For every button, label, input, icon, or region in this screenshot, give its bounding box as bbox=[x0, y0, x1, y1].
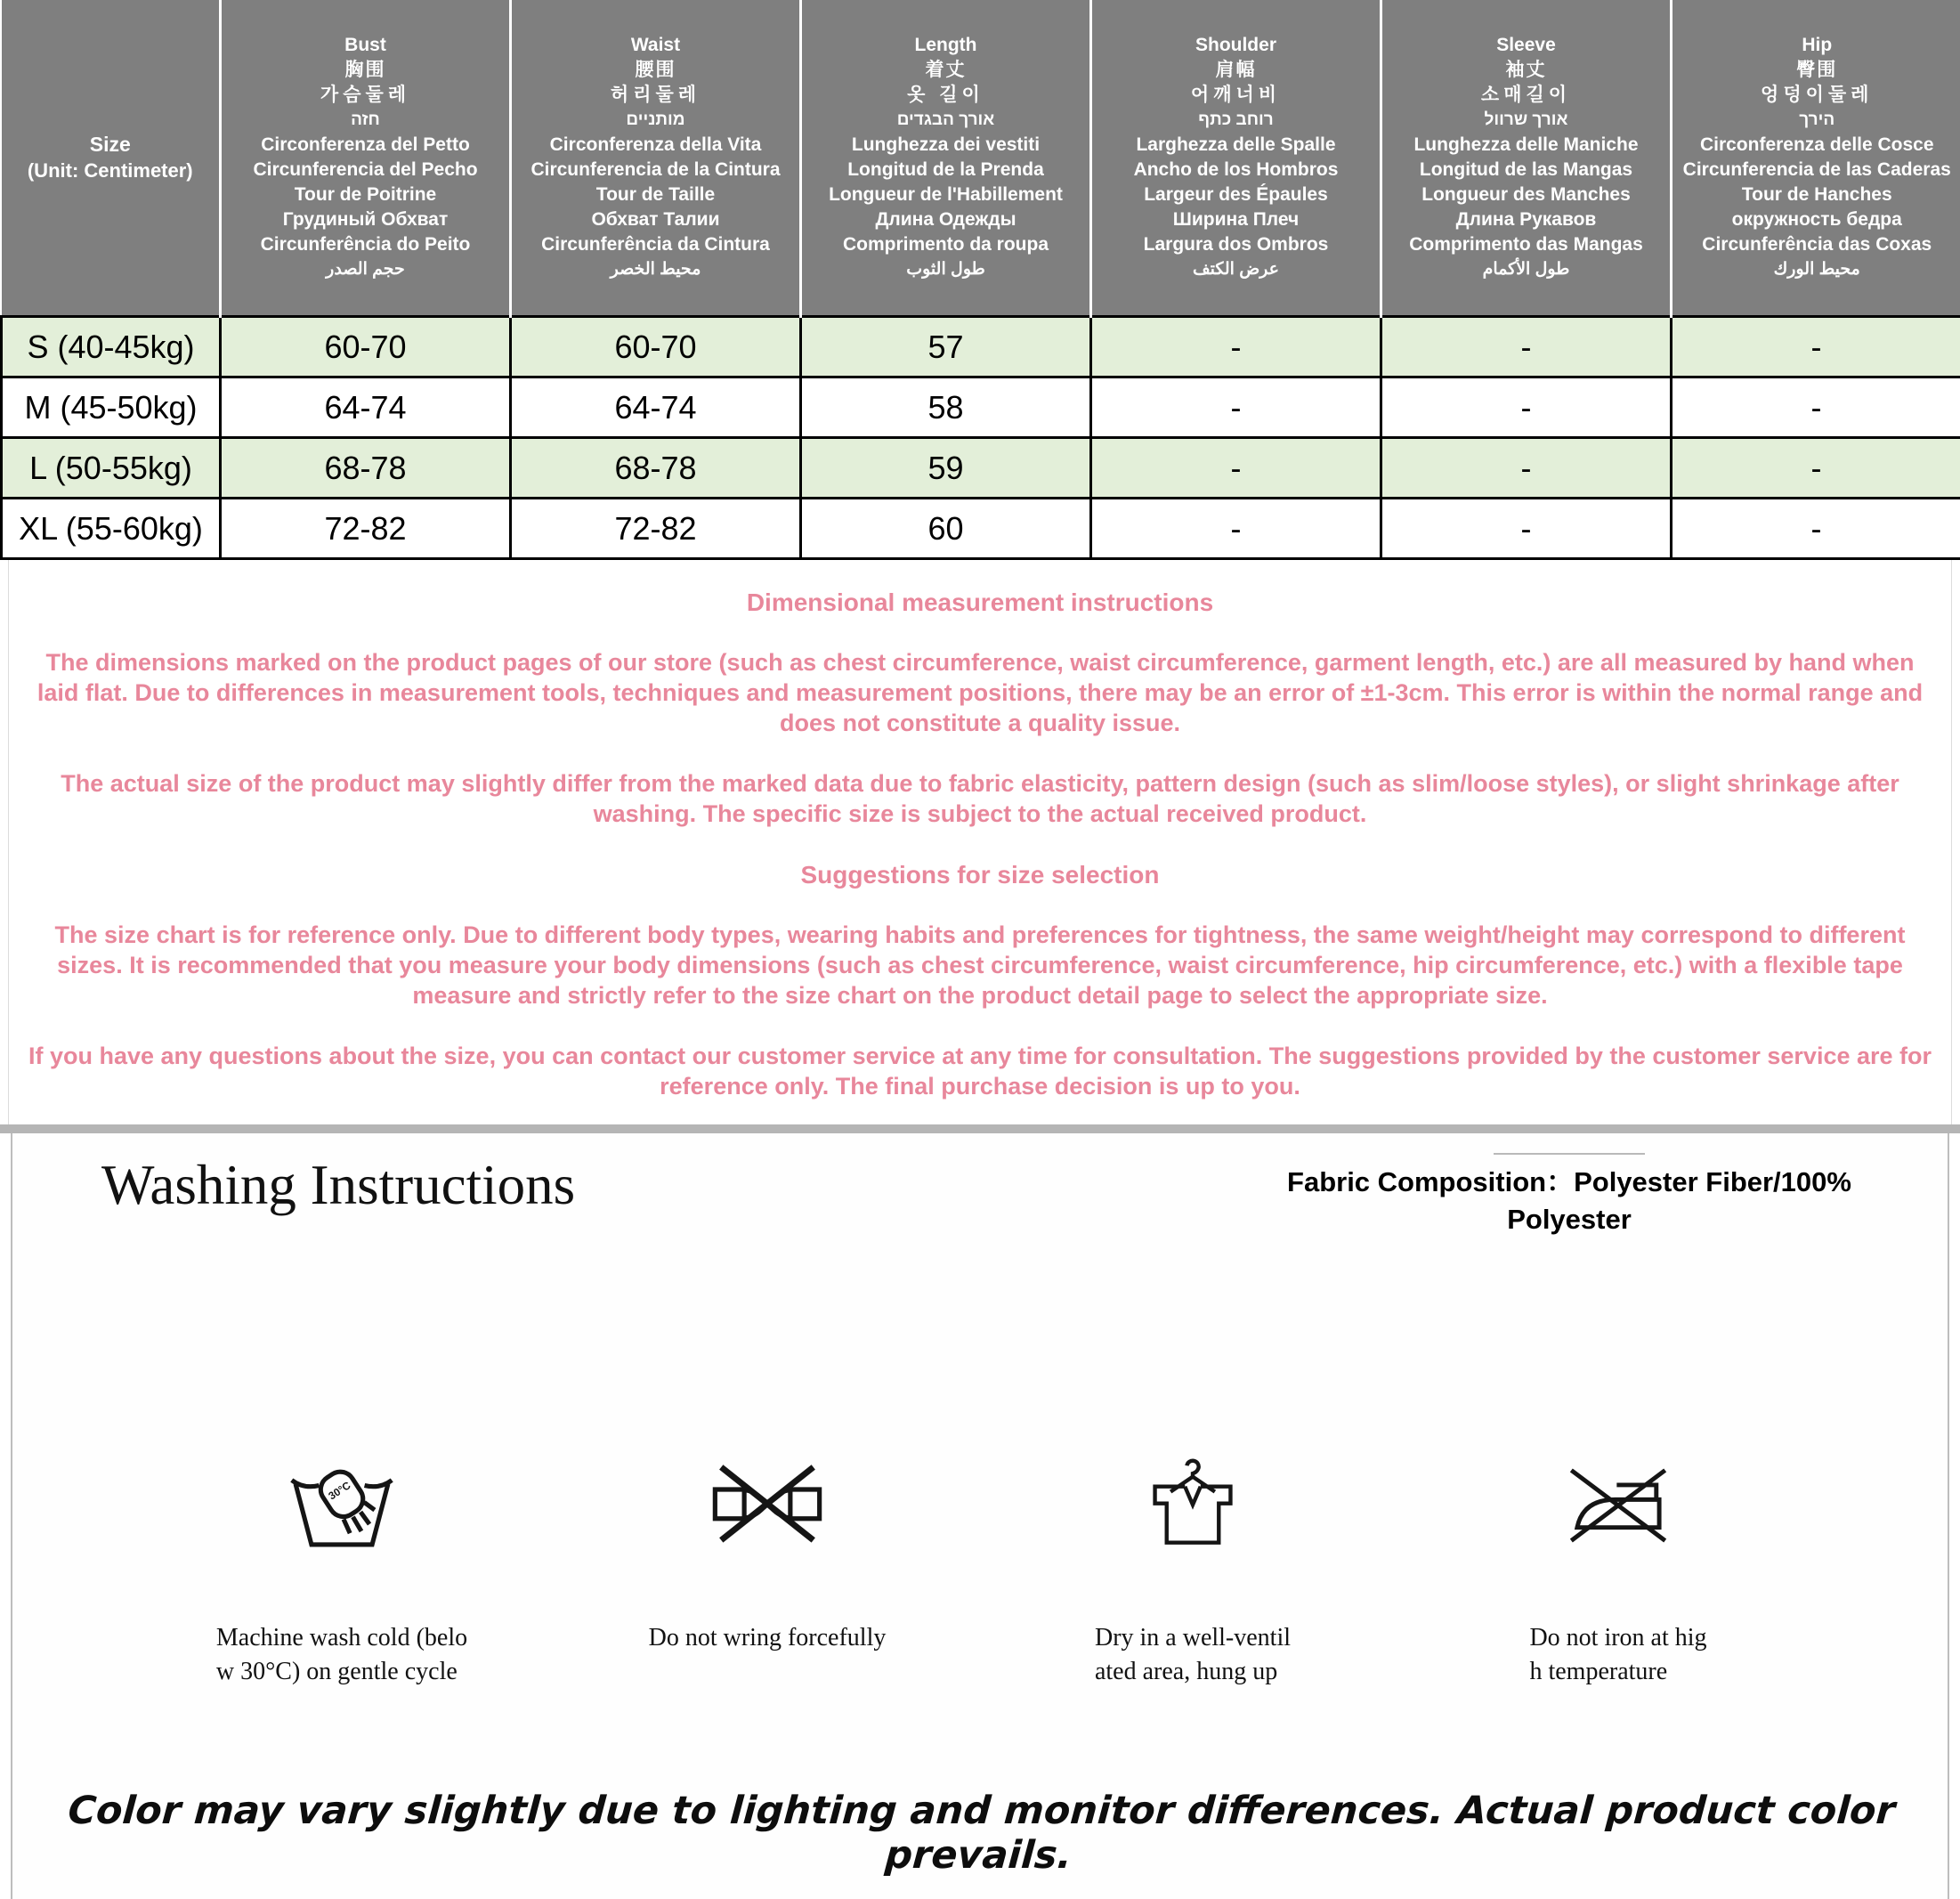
cell-waist: 68-78 bbox=[511, 438, 801, 499]
header-lang-line: Hip bbox=[1802, 35, 1833, 55]
care-item-machine-wash bbox=[146, 1436, 538, 1689]
header-lang-line: Circunferencia de la Cintura bbox=[530, 159, 781, 180]
header-lang-line: عرض الكتف bbox=[1192, 260, 1280, 279]
cell-waist: 64-74 bbox=[511, 377, 801, 438]
fabric-composition-line1: Fabric Composition：Polyester Fiber/100% bbox=[1287, 1166, 1851, 1197]
header-lang-line: Tour de Poitrine bbox=[294, 184, 437, 205]
cell-waist: 60-70 bbox=[511, 317, 801, 377]
col-header-waist bbox=[511, 0, 801, 317]
col-header-shoulder bbox=[1091, 0, 1381, 317]
col-header-size bbox=[2, 0, 221, 317]
measurement-notes bbox=[8, 560, 1952, 1124]
care-item-no-iron bbox=[1422, 1436, 1814, 1689]
header-lang-line: Circonferenza della Vita bbox=[549, 134, 762, 155]
cell-bust: 64-74 bbox=[221, 377, 511, 438]
header-lang-line: מותניים bbox=[626, 110, 685, 129]
measurement-notes-paragraph: The dimensions marked on the product pages of our store (such as chest circumference, waist circumference, garment length, etc.) are all measured by hand when laid flat. Due to differences in measurement tools, techniques and measurement positions, there may be an error of ±1-3cm. This error is within the normal range and does not constitute a quality issue. bbox=[36, 649, 1924, 736]
header-lang-line: אורך שרוול bbox=[1484, 110, 1568, 129]
size-label: M (45-50kg) bbox=[2, 377, 221, 438]
cell-sleeve: - bbox=[1381, 499, 1672, 559]
measurement-notes-title: Dimensional measurement instructions bbox=[746, 588, 1214, 616]
washing-title: Washing Instructions bbox=[101, 1154, 576, 1216]
care-label-line: Machine wash cold (belo bbox=[215, 1624, 468, 1651]
header-lang-line: محيط الخصر bbox=[610, 260, 701, 279]
header-lang-line: Ancho de los Hombros bbox=[1133, 159, 1339, 180]
header-lang-line: Largeur des Épaules bbox=[1144, 184, 1328, 205]
header-lang-line: Длина Рукавов bbox=[1455, 209, 1597, 230]
header-lang-line: Circunferência da Cintura bbox=[541, 234, 770, 255]
header-lang-line: Bust bbox=[344, 35, 386, 55]
cell-length: 60 bbox=[801, 499, 1091, 559]
size-label: XL (55-60kg) bbox=[2, 499, 221, 559]
header-lang-line: Circonferenza del Petto bbox=[261, 134, 470, 155]
cell-waist: 72-82 bbox=[511, 499, 801, 559]
section-divider bbox=[0, 1124, 1960, 1133]
header-lang-line: Larghezza delle Spalle bbox=[1136, 134, 1336, 155]
header-lang-line: Comprimento da roupa bbox=[842, 234, 1049, 255]
cell-sleeve: - bbox=[1381, 377, 1672, 438]
header-lang-line: Обхват Талии bbox=[591, 209, 720, 230]
header-lang-line: 허리둘레 bbox=[610, 85, 701, 105]
table-row bbox=[2, 438, 1960, 499]
table-header-row bbox=[2, 0, 1960, 317]
do-not-iron-icon bbox=[1559, 1436, 1677, 1570]
care-label-line: Do not iron at hig bbox=[1529, 1624, 1707, 1651]
header-lang-line: طول الثوب bbox=[906, 260, 985, 279]
col-header-length bbox=[801, 0, 1091, 317]
cell-length: 59 bbox=[801, 438, 1091, 499]
size-table bbox=[0, 0, 1960, 560]
cell-hip: - bbox=[1672, 499, 1960, 559]
size-label: L (50-55kg) bbox=[2, 438, 221, 499]
header-lang-line: 어깨너비 bbox=[1190, 85, 1282, 105]
header-lang-line: 소매길이 bbox=[1480, 85, 1572, 105]
header-lang-line: Lunghezza delle Maniche bbox=[1413, 134, 1639, 155]
fabric-composition-line2: Polyester bbox=[1507, 1204, 1632, 1235]
size-header-unit: (Unit: Centimeter) bbox=[27, 159, 193, 182]
cell-hip: - bbox=[1672, 438, 1960, 499]
table-row bbox=[2, 317, 1960, 377]
header-lang-line: 着丈 bbox=[925, 60, 967, 80]
header-lang-line: Circunferencia del Pecho bbox=[253, 159, 478, 180]
header-lang-line: Circunferência das Coxas bbox=[1702, 234, 1932, 255]
care-item-no-wring bbox=[571, 1436, 963, 1689]
care-item-label bbox=[216, 1621, 467, 1689]
header-lang-line: Lunghezza dei vestiti bbox=[851, 134, 1041, 155]
fabric-divider-line bbox=[1494, 1153, 1645, 1155]
header-lang-line: אורך הבגדים bbox=[896, 110, 995, 129]
header-lang-line: 옷 길이 bbox=[907, 85, 984, 105]
cell-shoulder: - bbox=[1091, 499, 1381, 559]
header-lang-line: 腰围 bbox=[635, 60, 676, 80]
header-lang-line: Shoulder bbox=[1195, 35, 1276, 55]
header-lang-line: Ширина Плеч bbox=[1172, 209, 1300, 230]
do-not-wring-icon bbox=[706, 1436, 829, 1570]
table-row bbox=[2, 499, 1960, 559]
cell-hip: - bbox=[1672, 317, 1960, 377]
header-lang-line: רוחב כתף bbox=[1198, 110, 1274, 129]
header-lang-line: حجم الصدر bbox=[326, 260, 405, 279]
header-lang-line: 臀围 bbox=[1796, 60, 1838, 80]
care-item-label bbox=[649, 1621, 887, 1655]
measurement-notes-paragraph: The actual size of the product may slightly differ from the marked data due to fabric elasticity, pattern design (such as slim/loose styles), or slight shrinkage after washing. The specific size is subject to the actual received product. bbox=[61, 770, 1899, 827]
cell-sleeve: - bbox=[1381, 438, 1672, 499]
cell-sleeve: - bbox=[1381, 317, 1672, 377]
cell-bust: 72-82 bbox=[221, 499, 511, 559]
hang-dry-icon bbox=[1139, 1436, 1246, 1570]
col-header-sleeve bbox=[1381, 0, 1672, 317]
header-lang-line: Грудиный Обхват bbox=[282, 209, 449, 230]
header-lang-line: 肩幅 bbox=[1215, 60, 1257, 80]
header-lang-line: Circunferência do Peito bbox=[260, 234, 471, 255]
header-lang-line: Circonferenza delle Cosce bbox=[1699, 134, 1934, 155]
cell-length: 57 bbox=[801, 317, 1091, 377]
cell-bust: 68-78 bbox=[221, 438, 511, 499]
header-lang-line: 가슴둘레 bbox=[320, 85, 411, 105]
care-icons-row bbox=[12, 1436, 1948, 1689]
care-label-line: w 30°C) on gentle cycle bbox=[215, 1658, 458, 1685]
size-suggestion-paragraph: If you have any questions about the size, you can contact our customer service at any time for consultation. The suggestions provided by the customer service are for reference only. The final purchase decision is up to you. bbox=[28, 1043, 1932, 1100]
hand-wash-30-icon bbox=[285, 1436, 399, 1570]
care-item-hang-dry bbox=[997, 1436, 1389, 1689]
care-item-label bbox=[1529, 1621, 1706, 1689]
header-lang-line: Longueur des Manches bbox=[1421, 184, 1631, 205]
cell-bust: 60-70 bbox=[221, 317, 511, 377]
washing-header bbox=[12, 1133, 1948, 1238]
header-lang-line: 袖丈 bbox=[1505, 60, 1547, 80]
wash-temp-label: 30°C bbox=[326, 1478, 353, 1502]
header-lang-line: Sleeve bbox=[1496, 35, 1556, 55]
header-lang-line: 胸围 bbox=[344, 60, 386, 80]
color-disclaimer: Color may vary slightly due to lighting and monitor differences. Actual product color prevails. bbox=[66, 1789, 1897, 1878]
care-item-label bbox=[1095, 1621, 1291, 1689]
table-row bbox=[2, 377, 1960, 438]
care-label-line: Dry in a well-ventil bbox=[1094, 1624, 1292, 1651]
cell-shoulder: - bbox=[1091, 317, 1381, 377]
header-lang-line: طول الأكمام bbox=[1482, 260, 1570, 279]
care-label-line: ated area, hung up bbox=[1094, 1658, 1278, 1685]
header-lang-line: محيط الورك bbox=[1773, 260, 1860, 279]
care-label-line: Do not wring forcefully bbox=[648, 1624, 887, 1651]
cell-hip: - bbox=[1672, 377, 1960, 438]
washing-section bbox=[11, 1133, 1949, 1899]
header-lang-line: Longueur de l'Habillement bbox=[829, 184, 1063, 205]
size-header-label: Size bbox=[89, 133, 131, 156]
header-lang-line: Tour de Hanches bbox=[1741, 184, 1892, 205]
header-lang-line: Tour de Taille bbox=[595, 184, 716, 205]
header-lang-line: הירך bbox=[1799, 110, 1835, 129]
header-lang-line: Largura dos Ombros bbox=[1143, 234, 1329, 255]
col-header-hip bbox=[1672, 0, 1960, 317]
size-suggestion-paragraph: The size chart is for reference only. Due to different body types, wearing habits and preferences for tightness, the same weight/height may correspond to different sizes. It is recommended that you measure your body dimensions (such as chest circumference, waist circumference, hip circumference, etc.) with a flexible tape measure and strictly refer to the size chart on the product detail page to select the appropriate size. bbox=[54, 921, 1906, 1009]
cell-shoulder: - bbox=[1091, 438, 1381, 499]
cell-length: 58 bbox=[801, 377, 1091, 438]
header-lang-line: Length bbox=[914, 35, 977, 55]
cell-shoulder: - bbox=[1091, 377, 1381, 438]
header-lang-line: Circunferencia de las Caderas bbox=[1682, 159, 1951, 180]
care-label-line: h temperature bbox=[1529, 1658, 1668, 1685]
size-suggestion-title: Suggestions for size selection bbox=[800, 861, 1160, 889]
header-lang-line: 엉덩이둘레 bbox=[1761, 85, 1874, 105]
header-lang-line: Longitud de la Prenda bbox=[847, 159, 1044, 180]
header-lang-line: חזה bbox=[351, 110, 380, 129]
header-lang-line: Длина Одежды bbox=[875, 209, 1016, 230]
header-lang-line: Comprimento das Mangas bbox=[1409, 234, 1643, 255]
header-lang-line: Waist bbox=[630, 35, 681, 55]
size-label: S (40-45kg) bbox=[2, 317, 221, 377]
header-lang-line: окружность бедра bbox=[1731, 209, 1902, 230]
fabric-composition bbox=[1276, 1153, 1863, 1238]
header-lang-line: Longitud de las Mangas bbox=[1419, 159, 1633, 180]
col-header-bust bbox=[221, 0, 511, 317]
